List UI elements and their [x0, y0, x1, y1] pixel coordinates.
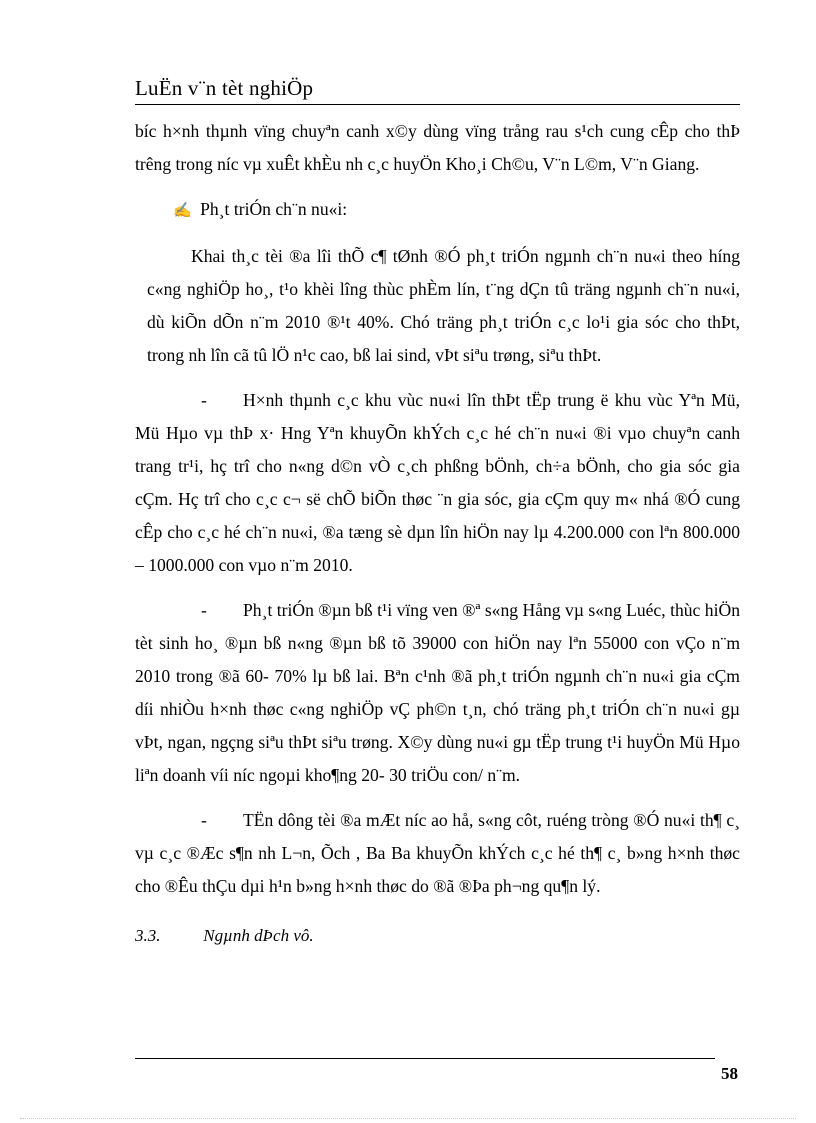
- section-heading: [135, 919, 740, 952]
- footer-divider: [135, 1058, 715, 1059]
- page-number: 58: [721, 1064, 738, 1083]
- writing-hand-icon: ✍: [173, 203, 192, 219]
- livestock-bullet: [135, 193, 740, 228]
- page-bottom-border: [20, 1118, 796, 1119]
- intro-paragraph: bíc h×nh thµnh vïng chuyªn canh x©y dùng vïng trång rau s¹ch cung cÊp cho thÞ trêng trong níc vµ xuÊt khÈu nh c¸c huyÖn Kho¸i Ch©u, V¨n L©m, V¨n Giang.: [135, 121, 740, 174]
- header-divider: [135, 104, 740, 105]
- livestock-paragraph: Khai th¸c tèi ®a lîi thÕ c¶ tØnh ®Ó ph¸t triÓn ngµnh ch¨n nu«i theo híng c«ng nghiÖp ho¸, t¹o khèi lîng thùc phÈm lín, t¨ng dÇn tû träng ngµnh ch¨n nu«i, dù kiÕn dÕn n¨m 2010 ®¹t 40%. Chó träng ph¸t triÓn c¸c lo¹i gia sóc cho thÞt, trong nh lîn cã tû lÖ n¹c cao, bß lai sind, vÞt siªu trøng, siªu thÞt.: [147, 246, 740, 365]
- section-title: Ngµnh dÞch vô.: [203, 926, 314, 945]
- page-header-title: LuËn v¨n tèt nghiÖp: [135, 76, 314, 100]
- livestock-heading: Ph¸t triÓn ch¨n nu«i:: [200, 199, 348, 219]
- section-number: 3.3.: [135, 926, 161, 945]
- document-body: [135, 115, 740, 952]
- cattle-poultry-text: Ph¸t triÓn ®µn bß t¹i vïng ven ®ª s«ng Hång vµ s«ng Luéc, thùc hiÖn tèt sinh ho¸ ®µn bß n«ng ®µn bß tõ 39000 con hiÖn nay lªn 55000 con vÇo n¨m 2010 trong ®ã 60- 70% lµ bß lai. Bªn c¹nh ®ã ph¸t triÓn ngµnh ch¨n nu«i gia cÇm díi nhiÒu h×nh thøc c«ng nghiÖp vÇ ph©n t¸n, chó träng ph¸t triÓn ch¨n nu«i gµ vÞt, ngan, ngçng siªu thÞt siªu trøng. X©y dùng nu«i gµ tËp trung t¹i huyÖn Mü Hµo liªn doanh víi níc ngoµi kho¶ng 20- 30 triÖu con/ n¨m.: [135, 600, 740, 785]
- pig-farming-item: - H×nh thµnh c¸c khu vùc nu«i lîn thÞt tËp trung ë khu vùc Yªn Mü, Mü Hµo vµ thÞ x· Hng Yªn khuyÕn khÝch c¸c hé ch¨n nu«i ®i vµo chuyªn canh trang tr¹i, hç trî cho n«ng d©n vÒ c¸ch phßng bÖnh, ch÷a bÖnh, cho gia sóc gia cÇm. Hç trî cho c¸c c¬ së chÕ biÕn thøc ¨n gia sóc, gia cÇm quy m« nhá ®Ó cung cÊp cho c¸c hé ch¨n nu«i, ®a tæng sè dµn lîn hiÖn nay lµ 4.200.000 con lªn 800.000 – 1000.000 con vµo n¨m 2010.: [135, 384, 740, 582]
- cattle-poultry-item: - Ph¸t triÓn ®µn bß t¹i vïng ven ®ª s«ng Hång vµ s«ng Luéc, thùc hiÖn tèt sinh ho¸ ®µn bß n«ng ®µn bß tõ 39000 con hiÖn nay lªn 55000 con vÇo n¨m 2010 trong ®ã 60- 70% lµ bß lai. Bªn c¹nh ®ã ph¸t triÓn ngµnh ch¨n nu«i gia cÇm díi nhiÒu h×nh thøc c«ng nghiÖp vÇ ph©n t¸n, chó träng ph¸t triÓn ch¨n nu«i gµ vÞt, ngan, ngçng siªu thÞt siªu trøng. X©y dùng nu«i gµ tËp trung t¹i huyÖn Mü Hµo liªn doanh víi níc ngoµi kho¶ng 20- 30 triÖu con/ n¨m.: [135, 594, 740, 792]
- aquaculture-item: - TËn dông tèi ®a mÆt níc ao hå, s«ng côt, ruéng tròng ®Ó nu«i th¶ c¸ vµ c¸c ®Æc s¶n nh L¬n, Õch , Ba Ba khuyÕn khÝch c¸c hé th¶ c¸ b»ng h×nh thøc cho ®Êu thÇu dµi h¹n b»ng h×nh thøc do ®ã ®Þa ph¬ng qu¶n lý.: [135, 804, 740, 903]
- aquaculture-text: TËn dông tèi ®a mÆt níc ao hå, s«ng côt, ruéng tròng ®Ó nu«i th¶ c¸ vµ c¸c ®Æc s¶n nh L¬n, Õch , Ba Ba khuyÕn khÝch c¸c hé th¶ c¸ b»ng h×nh thøc cho ®Êu thÇu dµi h¹n b»ng h×nh thøc do ®ã ®Þa ph¬ng qu¶n lý.: [135, 810, 740, 896]
- pig-farming-text: H×nh thµnh c¸c khu vùc nu«i lîn thÞt tËp trung ë khu vùc Yªn Mü, Mü Hµo vµ thÞ x· Hng Yªn khuyÕn khÝch c¸c hé ch¨n nu«i ®i vµo chuyªn canh trang tr¹i, hç trî cho n«ng d©n vÒ c¸ch phßng bÖnh, ch÷a bÖnh, cho gia sóc gia cÇm. Hç trî cho c¸c c¬ së chÕ biÕn thøc ¨n gia sóc, gia cÇm quy m« nhá ®Ó cung cÊp cho c¸c hé ch¨n nu«i, ®a tæng sè dµn lîn hiÖn nay lµ 4.200.000 con lªn 800.000 – 1000.000 con vµo n¨m 2010.: [135, 390, 740, 575]
